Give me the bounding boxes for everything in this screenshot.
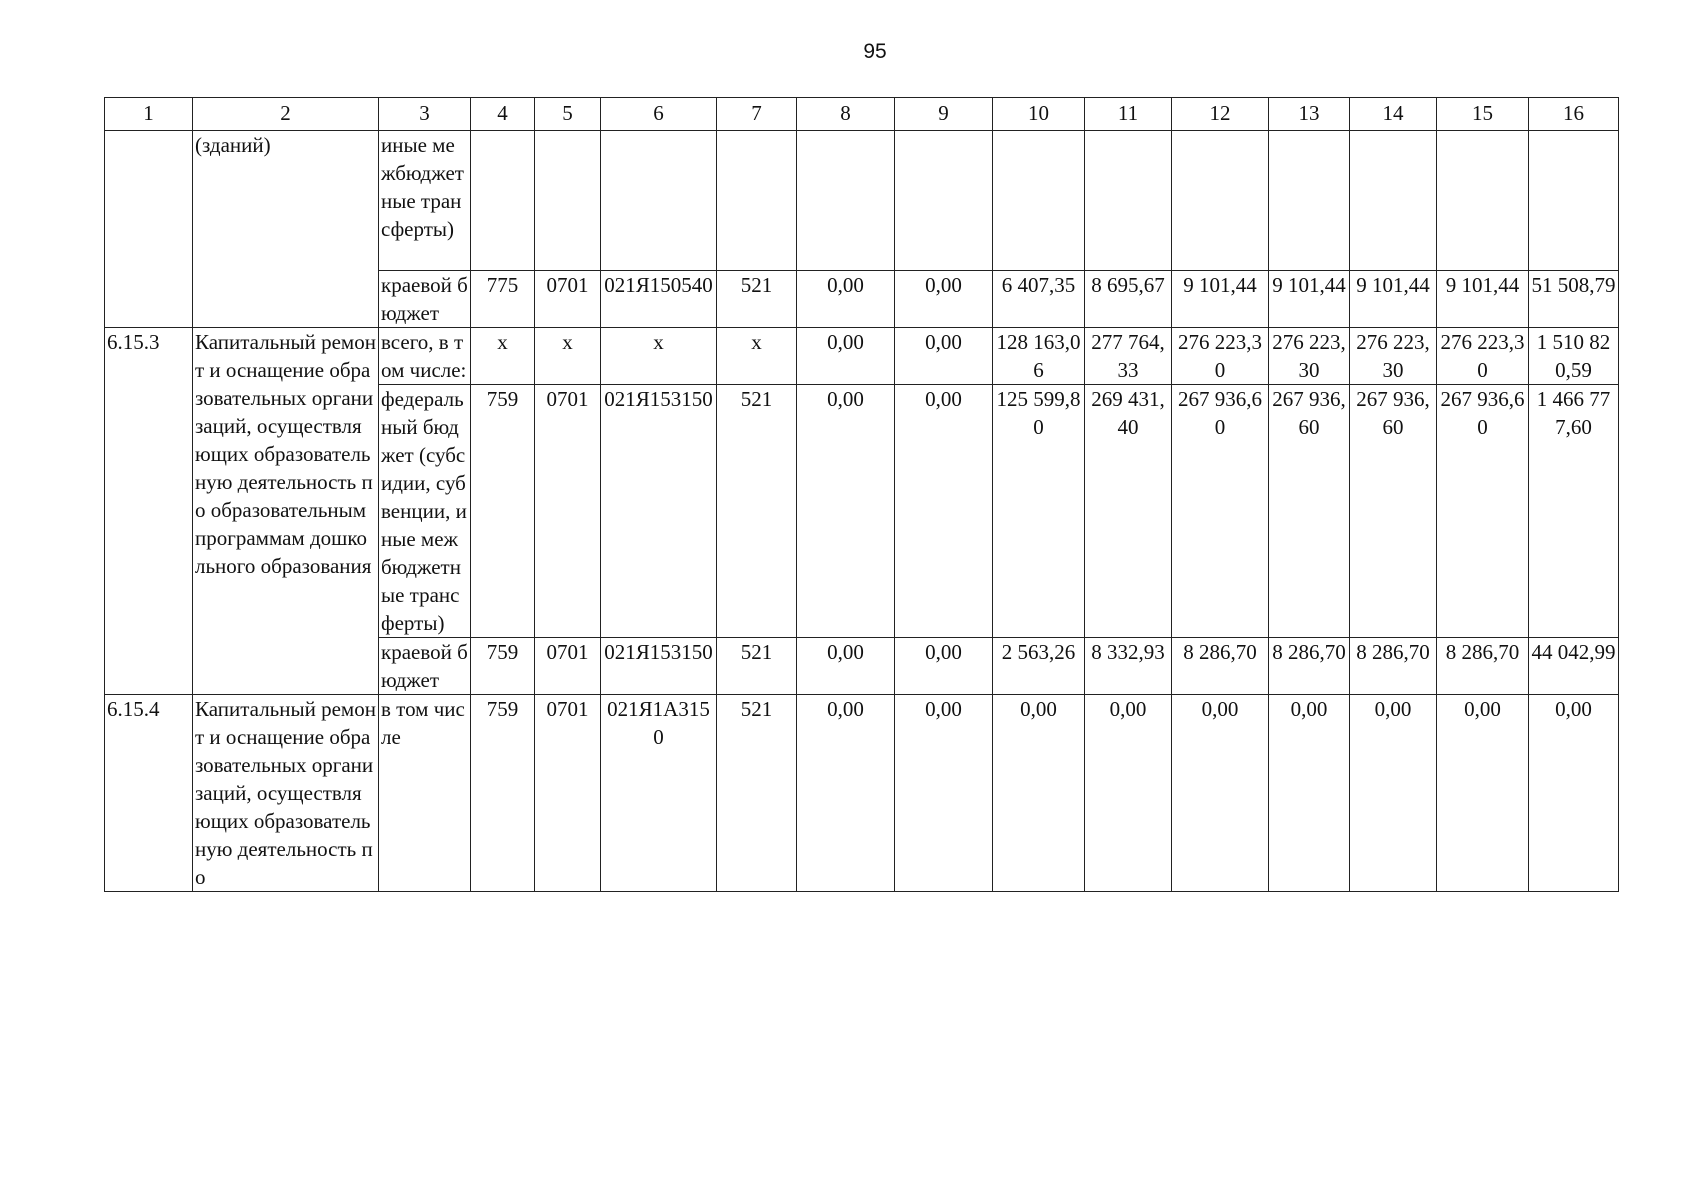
table-cell: 8 286,70 [1172, 638, 1269, 695]
table-cell [471, 131, 535, 271]
table-cell [1437, 131, 1529, 271]
table-cell: 8 286,70 [1269, 638, 1350, 695]
table-cell: 0,00 [895, 328, 993, 385]
funding-source-cell: краевой бюджет [379, 271, 471, 328]
table-cell: 0,00 [993, 695, 1085, 892]
table-cell [797, 131, 895, 271]
column-header: 8 [797, 98, 895, 131]
table-cell: 9 101,44 [1269, 271, 1350, 328]
table-cell: 1 466 777,60 [1529, 385, 1619, 638]
table-cell: 521 [717, 385, 797, 638]
table-cell: 267 936,60 [1350, 385, 1437, 638]
table-row [105, 328, 1619, 385]
table-cell: 0,00 [797, 638, 895, 695]
table-cell: 521 [717, 638, 797, 695]
funding-source-cell: федеральный бюджет (субсидии, субвенции, иные межбюджетные трансферты) [379, 385, 471, 638]
table-cell: 276 223,30 [1172, 328, 1269, 385]
table-cell: 51 508,79 [1529, 271, 1619, 328]
table-header-row [105, 98, 1619, 131]
table-cell: 277 764,33 [1085, 328, 1172, 385]
table-cell [1350, 131, 1437, 271]
table-cell: 267 936,60 [1437, 385, 1529, 638]
table-cell: 0,00 [1269, 695, 1350, 892]
table-row [105, 131, 1619, 271]
funding-source-cell: иные межбюджетные трансферты) [379, 131, 471, 271]
column-header: 5 [535, 98, 601, 131]
row-number-cell: 6.15.3 [105, 328, 193, 695]
table-cell: 9 101,44 [1437, 271, 1529, 328]
table-cell: 0,00 [895, 638, 993, 695]
row-number-cell [105, 131, 193, 328]
table-cell: 021Я150540 [601, 271, 717, 328]
table-cell [1085, 131, 1172, 271]
table-cell: 759 [471, 385, 535, 638]
table-cell [535, 131, 601, 271]
table-cell: 0701 [535, 638, 601, 695]
column-header: 14 [1350, 98, 1437, 131]
table-cell: 0,00 [895, 271, 993, 328]
table-cell: 8 695,67 [1085, 271, 1172, 328]
table-cell: 021Я1А3150 [601, 695, 717, 892]
column-header: 1 [105, 98, 193, 131]
column-header: 10 [993, 98, 1085, 131]
table-cell: 0701 [535, 271, 601, 328]
table-row [105, 695, 1619, 892]
activity-name-cell: Капитальный ремонт и оснащение образовательных организаций, осуществляющих образовательную деятельность по образовательным программам дошкольного образования [193, 328, 379, 695]
table-cell: 9 101,44 [1350, 271, 1437, 328]
funding-source-cell: всего, в том числе: [379, 328, 471, 385]
table-cell: 8 332,93 [1085, 638, 1172, 695]
table-cell [1529, 131, 1619, 271]
table-cell: 521 [717, 271, 797, 328]
table-cell: 0701 [535, 695, 601, 892]
table-cell: 44 042,99 [1529, 638, 1619, 695]
table-cell: х [535, 328, 601, 385]
table-cell: 021Я153150 [601, 385, 717, 638]
column-header: 3 [379, 98, 471, 131]
table-cell: х [717, 328, 797, 385]
table-cell: 276 223,30 [1269, 328, 1350, 385]
column-header: 4 [471, 98, 535, 131]
column-header: 12 [1172, 98, 1269, 131]
column-header: 6 [601, 98, 717, 131]
table-cell: 276 223,30 [1437, 328, 1529, 385]
table-cell: 267 936,60 [1269, 385, 1350, 638]
table-cell [1172, 131, 1269, 271]
table-cell [895, 131, 993, 271]
table-cell: 021Я153150 [601, 638, 717, 695]
table-cell: 0,00 [1172, 695, 1269, 892]
table-cell: 0,00 [1529, 695, 1619, 892]
table-cell: 125 599,80 [993, 385, 1085, 638]
funding-source-cell: в том числе [379, 695, 471, 892]
table-cell [1269, 131, 1350, 271]
table-cell: 0,00 [1085, 695, 1172, 892]
table-cell: 759 [471, 695, 535, 892]
table-cell: 6 407,35 [993, 271, 1085, 328]
column-header: 15 [1437, 98, 1529, 131]
table-cell: 0,00 [797, 695, 895, 892]
row-number-cell: 6.15.4 [105, 695, 193, 892]
table-cell: 1 510 820,59 [1529, 328, 1619, 385]
table-cell: 9 101,44 [1172, 271, 1269, 328]
table-cell: 128 163,06 [993, 328, 1085, 385]
column-header: 9 [895, 98, 993, 131]
table-cell: 775 [471, 271, 535, 328]
table-cell: 0,00 [797, 385, 895, 638]
table-cell: 0,00 [895, 385, 993, 638]
table-cell: 8 286,70 [1437, 638, 1529, 695]
column-header: 13 [1269, 98, 1350, 131]
activity-name-cell: (зданий) [193, 131, 379, 328]
table-cell: 521 [717, 695, 797, 892]
activity-name-cell: Капитальный ремонт и оснащение образовательных организаций, осуществляющих образовательную деятельность по [193, 695, 379, 892]
table-cell: 0,00 [895, 695, 993, 892]
table-cell: 0,00 [797, 328, 895, 385]
budget-table [104, 97, 1619, 892]
table-cell [601, 131, 717, 271]
table-cell: 759 [471, 638, 535, 695]
table-cell [993, 131, 1085, 271]
column-header: 16 [1529, 98, 1619, 131]
column-header: 11 [1085, 98, 1172, 131]
column-header: 7 [717, 98, 797, 131]
column-header: 2 [193, 98, 379, 131]
funding-source-cell: краевой бюджет [379, 638, 471, 695]
table-cell: 276 223,30 [1350, 328, 1437, 385]
table-cell: х [601, 328, 717, 385]
table-cell: 0701 [535, 385, 601, 638]
table-cell: 0,00 [797, 271, 895, 328]
table-cell: 269 431,40 [1085, 385, 1172, 638]
table-cell: 2 563,26 [993, 638, 1085, 695]
table-cell: х [471, 328, 535, 385]
table-cell [717, 131, 797, 271]
table-cell: 0,00 [1350, 695, 1437, 892]
page-number: 95 [863, 40, 887, 63]
table-cell: 8 286,70 [1350, 638, 1437, 695]
table-cell: 0,00 [1437, 695, 1529, 892]
table-cell: 267 936,60 [1172, 385, 1269, 638]
